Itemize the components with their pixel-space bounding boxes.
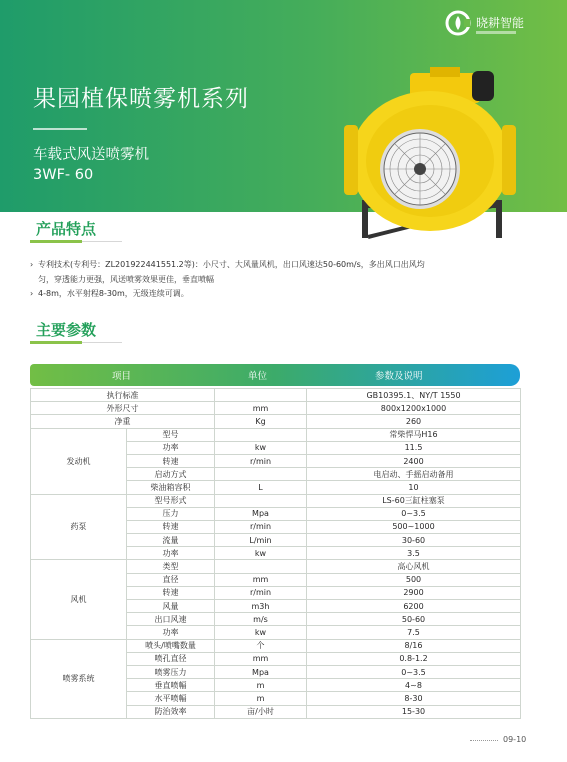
brand-tagline-mark <box>476 31 516 34</box>
title-divider <box>33 128 87 130</box>
feature-text: 专利技术(专利号：ZL201922441551.2等)：小尺寸、大风量风机，出口风速达50-60m/s，多出风口出风均匀，穿透能力更强，风送喷雾效果更佳，垂直喷幅 <box>38 260 425 284</box>
param-value: 高心风机 <box>307 560 521 573</box>
param-group: 风机 <box>31 560 127 639</box>
table-row <box>31 494 521 507</box>
param-item: 流量 <box>127 534 215 547</box>
param-item: 喷雾压力 <box>127 665 215 678</box>
feature-item <box>30 287 430 302</box>
param-item: 功率 <box>127 626 215 639</box>
param-item: 型号 <box>127 428 215 441</box>
param-unit: mm <box>215 402 307 415</box>
param-value: GB10395.1、NY/T 1550 <box>307 389 521 402</box>
chevron-right-icon: › <box>30 260 34 269</box>
table-row <box>31 402 521 415</box>
param-unit: m3h <box>215 600 307 613</box>
table-row <box>31 560 521 573</box>
params-heading-line <box>82 342 122 343</box>
param-item: 压力 <box>127 507 215 520</box>
param-unit: Mpa <box>215 665 307 678</box>
features-heading: 产品特点 <box>36 220 97 238</box>
param-unit: m <box>215 692 307 705</box>
param-value: 电启动、手摇启动备用 <box>307 468 521 481</box>
param-value: 500~1000 <box>307 520 521 533</box>
table-row <box>31 415 521 428</box>
param-unit <box>215 389 307 402</box>
table-row <box>31 428 521 441</box>
logo-mark-icon <box>444 9 472 37</box>
param-value: 500 <box>307 573 521 586</box>
param-value: 4~8 <box>307 679 521 692</box>
param-item: 水平喷幅 <box>127 692 215 705</box>
table-row <box>31 389 521 402</box>
param-group: 喷雾系统 <box>31 639 127 718</box>
param-value: 0~3.5 <box>307 507 521 520</box>
param-item: 喷孔直径 <box>127 652 215 665</box>
param-unit: L/min <box>215 534 307 547</box>
params-table-body <box>30 388 521 719</box>
footer-divider <box>470 740 498 741</box>
param-unit <box>215 494 307 507</box>
param-value: 11.5 <box>307 441 521 454</box>
param-item: 喷头/喷嘴数量 <box>127 639 215 652</box>
param-unit: r/min <box>215 586 307 599</box>
param-group: 药泵 <box>31 494 127 560</box>
param-value: 8/16 <box>307 639 521 652</box>
param-group: 发动机 <box>31 428 127 494</box>
params-table-header <box>30 364 520 386</box>
param-unit: L <box>215 481 307 494</box>
param-item: 风量 <box>127 600 215 613</box>
param-value: 260 <box>307 415 521 428</box>
param-unit: r/min <box>215 454 307 467</box>
param-value: 10 <box>307 481 521 494</box>
param-item: 防治效率 <box>127 705 215 718</box>
param-unit: mm <box>215 573 307 586</box>
param-unit: m <box>215 679 307 692</box>
param-value: 50-60 <box>307 613 521 626</box>
brand-name: 晓耕智能 <box>476 16 525 30</box>
param-value: 15-30 <box>307 705 521 718</box>
header-param: 参数及说明 <box>375 371 423 382</box>
param-item: 出口风速 <box>127 613 215 626</box>
param-value: 30-60 <box>307 534 521 547</box>
param-value: 3.5 <box>307 547 521 560</box>
param-item: 执行标准 <box>31 389 215 402</box>
param-value: 0.8-1.2 <box>307 652 521 665</box>
param-value: LS-60三缸柱塞泵 <box>307 494 521 507</box>
param-value: 8-30 <box>307 692 521 705</box>
param-unit <box>215 468 307 481</box>
param-value: 6200 <box>307 600 521 613</box>
page-title: 果园植保喷雾机系列 <box>33 86 249 112</box>
product-name: 车载式风送喷雾机 <box>33 147 149 163</box>
param-value: 2400 <box>307 454 521 467</box>
header-unit: 单位 <box>248 371 268 382</box>
chevron-right-icon: › <box>30 289 34 298</box>
product-model: 3WF- 60 <box>33 167 94 183</box>
param-value: 常柴悍马H16 <box>307 428 521 441</box>
param-item: 启动方式 <box>127 468 215 481</box>
sprayer-machine-image <box>340 65 520 245</box>
table-row <box>31 639 521 652</box>
param-unit <box>215 560 307 573</box>
param-item: 直径 <box>127 573 215 586</box>
param-item: 转速 <box>127 454 215 467</box>
param-item: 垂直喷幅 <box>127 679 215 692</box>
param-unit: Mpa <box>215 507 307 520</box>
param-value: 7.5 <box>307 626 521 639</box>
param-item: 功率 <box>127 441 215 454</box>
param-item: 转速 <box>127 586 215 599</box>
param-item: 柴油箱容积 <box>127 481 215 494</box>
param-item: 型号形式 <box>127 494 215 507</box>
params-heading-accent <box>30 341 82 344</box>
param-item: 类型 <box>127 560 215 573</box>
page-number: 09-10 <box>503 735 527 744</box>
brand-logo <box>444 9 544 41</box>
feature-text: 4-8m，水平射程8-30m，无级连续可调。 <box>38 289 189 298</box>
features-heading-accent <box>30 240 82 243</box>
features-heading-line <box>82 241 122 242</box>
param-unit: m/s <box>215 613 307 626</box>
param-item: 功率 <box>127 547 215 560</box>
param-value: 0~3.5 <box>307 665 521 678</box>
features-list <box>30 258 430 302</box>
param-unit: Kg <box>215 415 307 428</box>
param-item: 净重 <box>31 415 215 428</box>
feature-item <box>30 258 430 287</box>
param-item: 转速 <box>127 520 215 533</box>
param-unit: kw <box>215 547 307 560</box>
param-unit: 个 <box>215 639 307 652</box>
param-unit: mm <box>215 652 307 665</box>
param-unit: r/min <box>215 520 307 533</box>
params-heading: 主要参数 <box>36 321 97 339</box>
header-item: 项目 <box>112 371 132 382</box>
params-table <box>30 364 520 719</box>
param-unit: kw <box>215 626 307 639</box>
param-unit: 亩/小时 <box>215 705 307 718</box>
param-unit <box>215 428 307 441</box>
param-value: 800x1200x1000 <box>307 402 521 415</box>
param-item: 外形尺寸 <box>31 402 215 415</box>
param-value: 2900 <box>307 586 521 599</box>
param-unit: kw <box>215 441 307 454</box>
